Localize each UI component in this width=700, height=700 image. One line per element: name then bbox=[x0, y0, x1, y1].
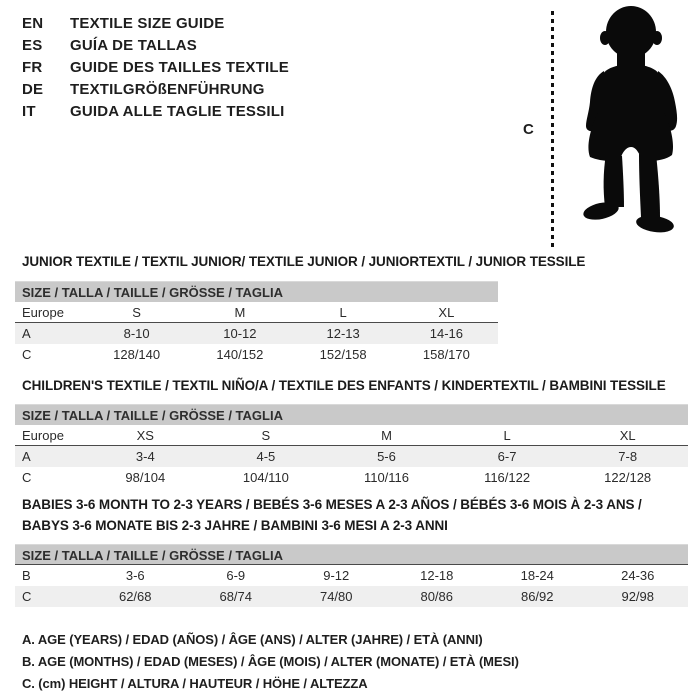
size-cell: 116/122 bbox=[484, 470, 531, 485]
language-row bbox=[22, 12, 289, 34]
section-title-line: CHILDREN'S TEXTILE / TEXTIL NIÑO/A / TEXTILE DES ENFANTS / KINDERTEXTIL / BAMBINI TESSILE bbox=[22, 378, 666, 393]
language-title: GUIDE DES TAILLES TEXTILE bbox=[70, 58, 289, 76]
size-cell: 9-12 bbox=[323, 568, 350, 583]
size-cell: 104/110 bbox=[242, 470, 289, 485]
size-cell: 152/158 bbox=[319, 347, 367, 362]
language-row bbox=[22, 56, 289, 78]
language-row bbox=[22, 78, 289, 100]
table-row-height bbox=[15, 586, 688, 607]
language-title: TEXTILE SIZE GUIDE bbox=[70, 14, 225, 32]
language-code: IT bbox=[22, 102, 36, 120]
size-cell: 3-4 bbox=[135, 449, 155, 464]
legend-line-b: B. AGE (MONTHS) / EDAD (MESES) / ÂGE (MOIS) / ALTER (MONATE) / ETÀ (MESI) bbox=[22, 654, 519, 669]
table-row-age bbox=[15, 323, 498, 344]
section-title-children bbox=[22, 375, 687, 396]
language-code: FR bbox=[22, 58, 43, 76]
row-label: Europe bbox=[22, 305, 64, 320]
size-cell: 122/128 bbox=[604, 470, 652, 485]
language-title-list bbox=[22, 12, 289, 122]
size-cell: 140/152 bbox=[216, 347, 264, 362]
legend-line-a: A. AGE (YEARS) / EDAD (AÑOS) / ÂGE (ANS) / ALTER (JAHRE) / ETÀ (ANNI) bbox=[22, 632, 483, 647]
size-header-bar: SIZE / TALLA / TAILLE / GRÖSSE / TAGLIA bbox=[15, 281, 498, 302]
toddler-silhouette-icon bbox=[567, 4, 697, 249]
height-measure-label: C bbox=[523, 121, 534, 138]
row-label: B bbox=[22, 568, 31, 583]
size-cell: 10-12 bbox=[223, 326, 257, 341]
size-cell: 5-6 bbox=[377, 449, 396, 464]
language-code: ES bbox=[22, 36, 43, 54]
table-row-europe bbox=[15, 425, 688, 446]
size-cell: 6-9 bbox=[226, 568, 246, 583]
language-row bbox=[22, 100, 289, 122]
size-cell: XS bbox=[136, 428, 154, 443]
size-cell: 18-24 bbox=[520, 568, 554, 583]
size-header-bar: SIZE / TALLA / TAILLE / GRÖSSE / TAGLIA bbox=[15, 544, 688, 565]
size-cell: 24-36 bbox=[621, 568, 655, 583]
size-table-babies bbox=[15, 544, 688, 607]
size-cell: 6-7 bbox=[497, 449, 517, 464]
size-cell: XL bbox=[438, 305, 455, 320]
language-title: GUIDA ALLE TAGLIE TESSILI bbox=[70, 102, 285, 120]
size-cell: L bbox=[339, 305, 347, 320]
size-cell: 12-18 bbox=[420, 568, 454, 583]
table-row-height bbox=[15, 344, 498, 365]
height-measure-dotted-line bbox=[551, 11, 554, 248]
section-title-line: BABYS 3-6 MONATE BIS 2-3 JAHRE / BAMBINI 3-6 MESI A 2-3 ANNI bbox=[22, 518, 448, 533]
size-cell: 7-8 bbox=[618, 449, 638, 464]
size-table-junior bbox=[15, 281, 498, 365]
table-row-height bbox=[15, 467, 688, 488]
size-cell: M bbox=[234, 305, 246, 320]
size-cell: 98/104 bbox=[125, 470, 166, 485]
size-cell: 158/170 bbox=[422, 347, 470, 362]
size-cell: L bbox=[503, 428, 511, 443]
row-label: C bbox=[22, 470, 32, 485]
size-cell: S bbox=[132, 305, 141, 320]
table-row-europe bbox=[15, 302, 498, 323]
size-cell: 128/140 bbox=[113, 347, 161, 362]
size-cell: 62/68 bbox=[118, 589, 152, 604]
size-cell: 68/74 bbox=[219, 589, 253, 604]
table-row-age bbox=[15, 446, 688, 467]
row-label: A bbox=[22, 326, 31, 341]
size-cell: 92/98 bbox=[621, 589, 655, 604]
size-table-children bbox=[15, 404, 688, 488]
language-title: TEXTILGRÖßENFÜHRUNG bbox=[70, 80, 265, 98]
size-cell: 14-16 bbox=[429, 326, 463, 341]
size-cell: 110/116 bbox=[363, 470, 410, 485]
legend-line-c: C. (cm) HEIGHT / ALTURA / HAUTEUR / HÖHE / ALTEZZA bbox=[22, 676, 368, 691]
section-title-line: JUNIOR TEXTILE / TEXTIL JUNIOR/ TEXTILE JUNIOR / JUNIORTEXTIL / JUNIOR TESSILE bbox=[22, 254, 586, 269]
row-label: A bbox=[22, 449, 31, 464]
section-title-junior bbox=[22, 251, 687, 272]
size-cell: 8-10 bbox=[123, 326, 150, 341]
size-cell: 86/92 bbox=[520, 589, 554, 604]
row-label: C bbox=[22, 589, 32, 604]
size-cell: S bbox=[261, 428, 271, 443]
section-title-babies bbox=[22, 494, 687, 536]
section-title-line: BABIES 3-6 MONTH TO 2-3 YEARS / BEBÉS 3-6 MESES A 2-3 AÑOS / BÉBÉS 3-6 MOIS À 2-3 ANS / bbox=[22, 497, 642, 512]
table-row-months bbox=[15, 565, 688, 586]
row-label: C bbox=[22, 347, 32, 362]
measurement-legend bbox=[22, 629, 519, 695]
size-cell: 3-6 bbox=[125, 568, 145, 583]
language-code: EN bbox=[22, 14, 44, 32]
size-cell: 12-13 bbox=[326, 326, 360, 341]
size-cell: 74/80 bbox=[319, 589, 353, 604]
language-code: DE bbox=[22, 80, 44, 98]
size-header-bar: SIZE / TALLA / TAILLE / GRÖSSE / TAGLIA bbox=[15, 404, 688, 425]
language-title: GUÍA DE TALLAS bbox=[70, 36, 197, 54]
row-label: Europe bbox=[22, 428, 64, 443]
size-cell: 80/86 bbox=[420, 589, 454, 604]
language-row bbox=[22, 34, 289, 56]
size-cell: M bbox=[381, 428, 392, 443]
size-cell: 4-5 bbox=[256, 449, 276, 464]
size-cell: XL bbox=[619, 428, 636, 443]
